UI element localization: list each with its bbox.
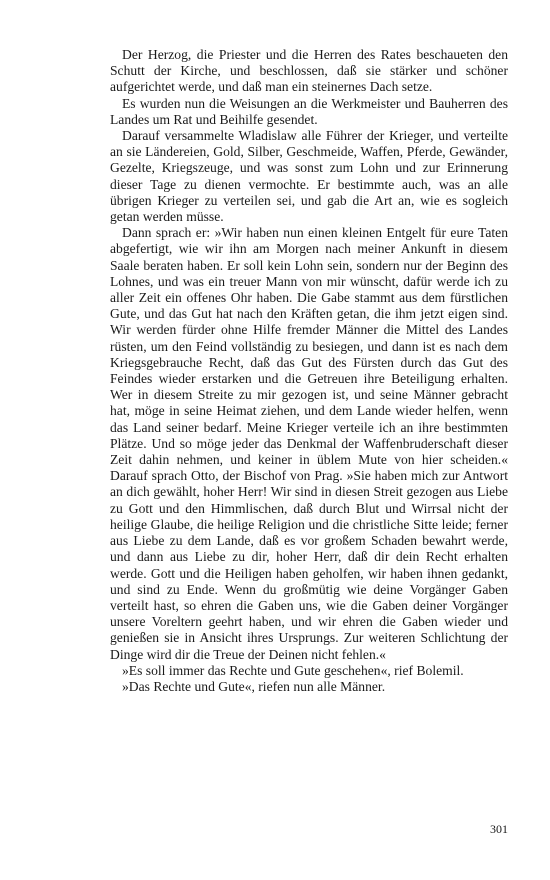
body-text	[110, 47, 508, 695]
paragraph-4: Dann sprach er: »Wir haben nun einen kleinen Entgelt für eure Taten abgefertigt, wie wir ihn am Morgen nach meiner Ankunft in diesem Saale beraten haben. Er soll kein Lohn sein, sondern nur der Beginn des Lohnes, und was ein treuer Mann von mir wünscht, dafür werde ich zu aller Zeit ein offenes Ohr haben. Die Gabe stammt aus dem fürstlichen Gute, und das Gut hat nach den Kräften getan, die ihm jetzt eigen sind. Wir werden fürder ohne Hilfe fremder Männer die Mittel des Landes rüsten, um den Feind vollständig zu besiegen, und dann ist es nach dem Kriegsgebrauche Recht, daß das Gut des Fürsten durch das Gut des Feindes wieder erstarken und die Getreuen ihre Beteiligung erhalten. Wer in diesem Streite zu mir gezogen ist, und seine Männer gebracht hat, möge in seine Heimat ziehen, und dem Lande wieder helfen, wenn das Land seiner bedarf. Meine Krieger verteile ich an ihre bestimmten Plätze. Und so möge jeder das Denkmal der Waffenbruderschaft dieser Zeit dahin nehmen, und keiner in üblem Mute von hier scheiden.« Darauf sprach Otto, der Bischof von Prag. »Sie haben mich zur Antwort an dich gewählt, hoher Herr! Wir sind in diesen Streit gezogen aus Liebe zu Gott und den Himmlischen, daß durch Blut und Wirrsal nicht der heilige Glaube, die heilige Religion und die christliche Sitte leide; ferner aus Liebe zu dem Lande, daß es vor großem Schaden bewahrt werde, und dann aus Liebe zu dir, hoher Herr, daß dir dein Recht erhalten werde. Gott und die Heiligen haben geholfen, wir haben ihnen gedankt, und sind zu Ende. Wenn du großmütig wie deine Vorgänger Gaben verteilt hast, so ehren die Gaben uns, wie die Gaben deiner Vorgänger unsere Voreltern geehrt haben, und wir ehren die Gaben wieder und genießen sie in Ansicht ihres Ursprungs. Zur weiteren Schlichtung der Dinge wird dir die Treue der Deinen nicht fehlen.«	[110, 225, 508, 662]
page-number: 301	[490, 822, 508, 836]
paragraph-1: Der Herzog, die Priester und die Herren des Rates beschaueten den Schutt der Kirche, und beschlossen, daß sie stärker und schöner aufgerichtet werde, und daß man ein steinernes Dach setze.	[110, 47, 508, 95]
paragraph-3: Darauf versammelte Wladislaw alle Führer der Krieger, und verteilte an sie Ländereien, Gold, Silber, Geschmeide, Waffen, Pferde, Gewänder, Gezelte, Kriegszeuge, und was sonst zum Lohn und zur Erinnerung dieser Tage zu dienen vermochte. Er bestimmte auch, was an alle übrigen Krieger zu verteilen sei, und gab die Art an, wie es sogleich getan werden müsse.	[110, 128, 508, 225]
paragraph-5: »Es soll immer das Rechte und Gute geschehen«, rief Bolemil.	[122, 662, 464, 678]
paragraph-2: Es wurden nun die Weisungen an die Werkmeister und Bauherren des Landes um Rat und Beihilfe gesendet.	[110, 95, 508, 127]
paragraph-6: »Das Rechte und Gute«, riefen nun alle Männer.	[122, 678, 386, 694]
